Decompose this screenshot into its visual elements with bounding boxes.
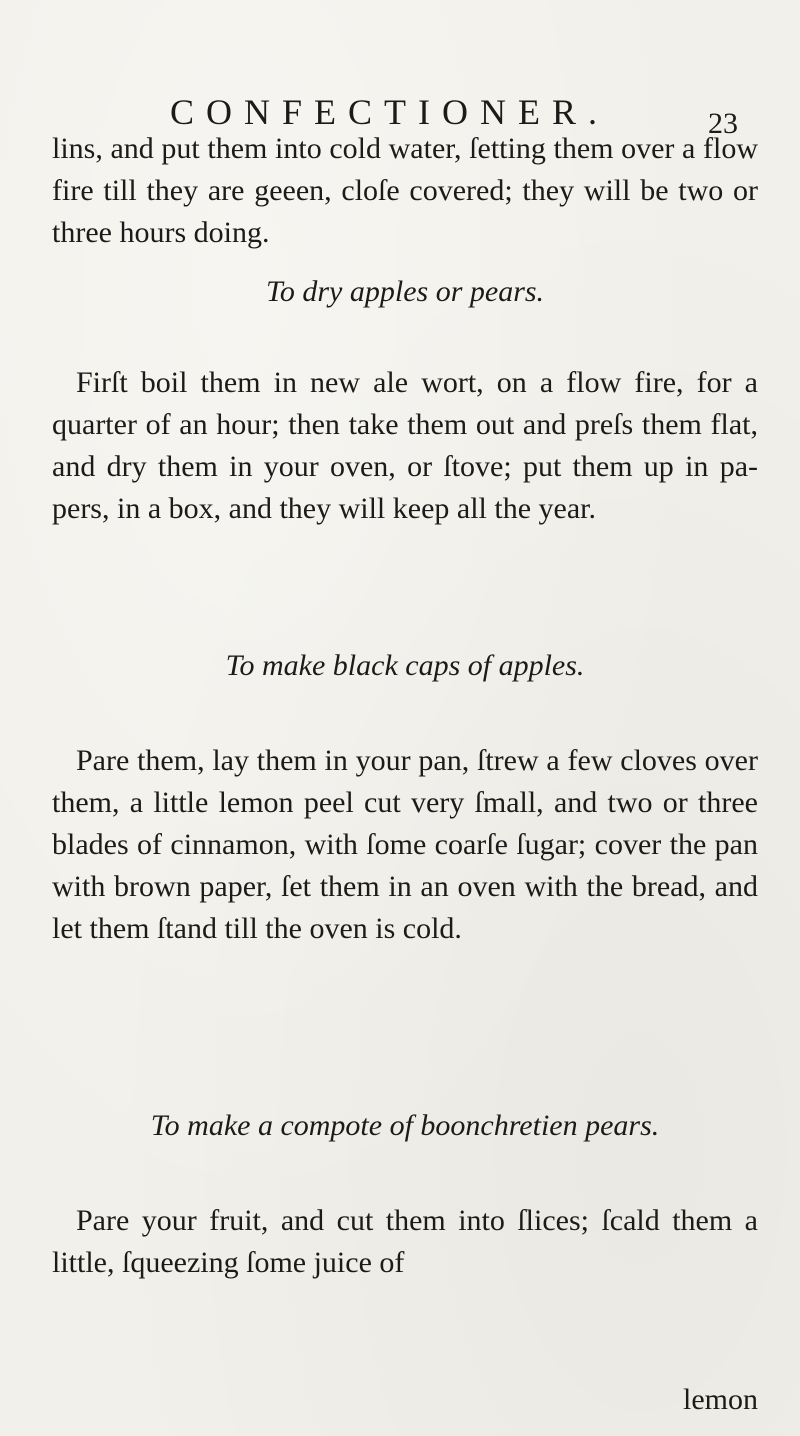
heading-compote: To make a compote of boonchretien pears. xyxy=(150,1109,660,1142)
paragraph-black-caps: Pare them, lay them in your pan, ſtrew a few cloves over them, a little lemon peel cut very ſmall, and two or three blades of cinnamon, with ſome coarſe ſugar; cover the pan with brown paper, ſet them in an oven with the bread, and let them ſtand till the oven is cold. xyxy=(52,744,758,945)
paragraph-continued: lins, and put them into cold water, ſetting them over a flow fire till they are geeen, cloſe covered; they will be two or three hours doing. xyxy=(52,132,758,249)
catchword: lemon xyxy=(683,1383,758,1416)
paragraph-dry-apples: Firſt boil them in new ale wort, on a flow fire, for a quarter of an hour; then take them out and preſs them flat, and dry them in your oven, or ſtove; put them up in pa-pers, in a box, and they will keep all the year. xyxy=(52,366,758,525)
paragraph-compote: Pare your fruit, and cut them into ſlices; ſcald them a little, ſqueezing ſome juice of xyxy=(52,1204,758,1279)
heading-black-caps: To make black caps of apples. xyxy=(225,649,585,682)
heading-dry-apples: To dry apples or pears. xyxy=(265,275,545,308)
running-header: CONFECTIONER. xyxy=(170,92,610,132)
page-number: 23 xyxy=(708,107,738,140)
